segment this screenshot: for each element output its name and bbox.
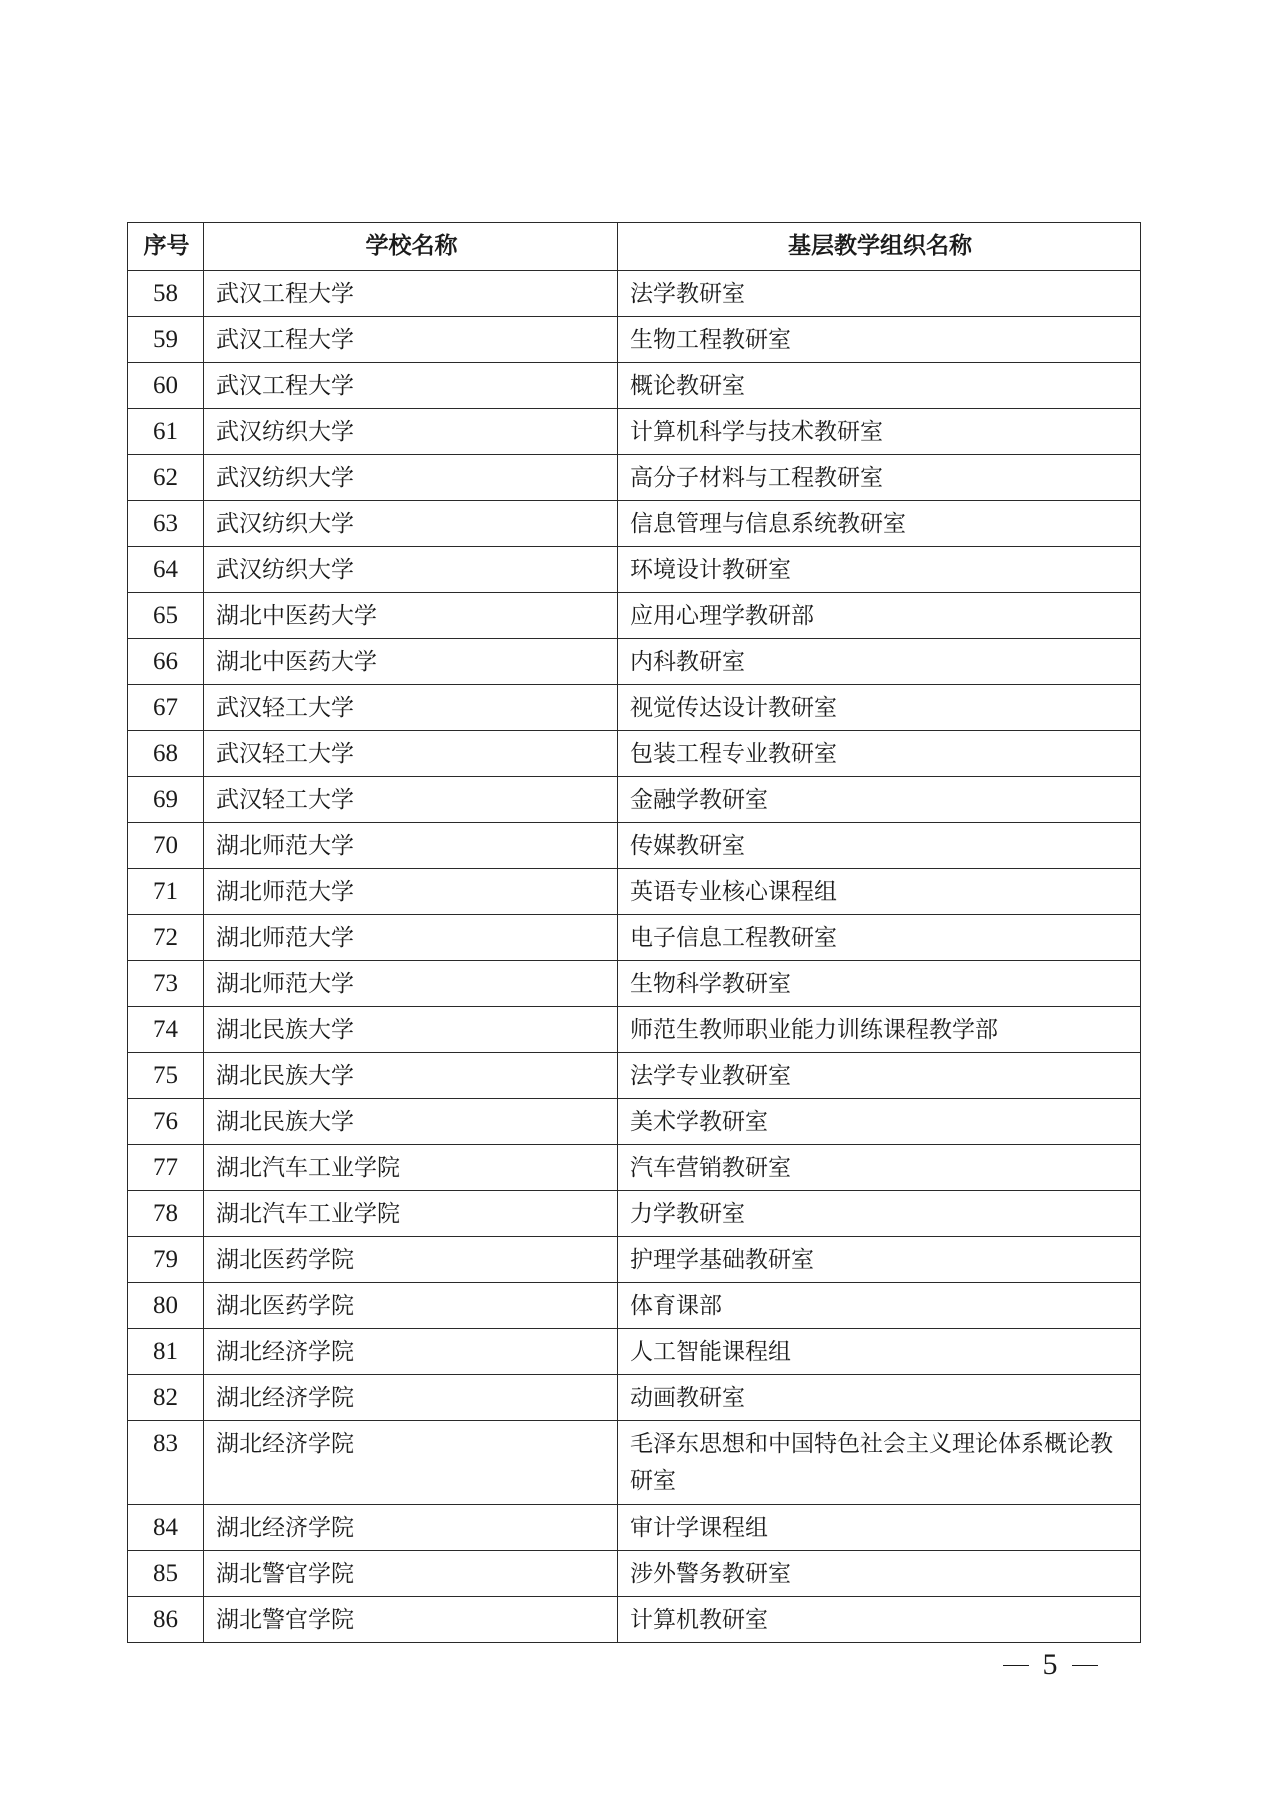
table-row xyxy=(128,685,1141,731)
table-body xyxy=(128,271,1141,1643)
serial-number-cell: 83 xyxy=(128,1421,204,1505)
serial-number-cell: 82 xyxy=(128,1375,204,1421)
table-row xyxy=(128,409,1141,455)
org-name-cell: 内科教研室 xyxy=(618,639,1141,685)
org-name-cell: 护理学基础教研室 xyxy=(618,1237,1141,1283)
table-row xyxy=(128,317,1141,363)
table-row xyxy=(128,1597,1141,1643)
org-name-cell: 高分子材料与工程教研室 xyxy=(618,455,1141,501)
school-name-cell: 湖北经济学院 xyxy=(204,1505,618,1551)
serial-number-cell: 62 xyxy=(128,455,204,501)
school-name-cell: 湖北中医药大学 xyxy=(204,639,618,685)
serial-number-cell: 74 xyxy=(128,1007,204,1053)
table-row xyxy=(128,593,1141,639)
table-row xyxy=(128,1237,1141,1283)
serial-number-cell: 68 xyxy=(128,731,204,777)
org-name-cell: 力学教研室 xyxy=(618,1191,1141,1237)
table-row xyxy=(128,1145,1141,1191)
table-row xyxy=(128,731,1141,777)
table-row xyxy=(128,455,1141,501)
school-name-cell: 武汉纺织大学 xyxy=(204,547,618,593)
table-header-row xyxy=(128,223,1141,271)
school-name-cell: 武汉纺织大学 xyxy=(204,501,618,547)
org-name-cell: 生物科学教研室 xyxy=(618,961,1141,1007)
school-name-cell: 湖北民族大学 xyxy=(204,1053,618,1099)
org-name-cell: 环境设计教研室 xyxy=(618,547,1141,593)
school-name-cell: 湖北警官学院 xyxy=(204,1551,618,1597)
school-name-cell: 湖北师范大学 xyxy=(204,915,618,961)
org-name-cell: 生物工程教研室 xyxy=(618,317,1141,363)
school-name-cell: 武汉纺织大学 xyxy=(204,409,618,455)
page-number: 5 xyxy=(1042,1648,1058,1681)
serial-number-cell: 78 xyxy=(128,1191,204,1237)
school-org-table xyxy=(127,222,1141,1643)
page-number-dash-right xyxy=(1072,1665,1098,1666)
serial-number-cell: 76 xyxy=(128,1099,204,1145)
org-name-cell: 金融学教研室 xyxy=(618,777,1141,823)
serial-number-cell: 85 xyxy=(128,1551,204,1597)
serial-number-cell: 64 xyxy=(128,547,204,593)
school-name-cell: 湖北经济学院 xyxy=(204,1375,618,1421)
org-name-cell: 人工智能课程组 xyxy=(618,1329,1141,1375)
serial-number-cell: 86 xyxy=(128,1597,204,1643)
school-name-cell: 湖北医药学院 xyxy=(204,1283,618,1329)
table-row xyxy=(128,547,1141,593)
school-name-cell: 湖北汽车工业学院 xyxy=(204,1191,618,1237)
school-name-cell: 武汉轻工大学 xyxy=(204,777,618,823)
org-name-cell: 法学教研室 xyxy=(618,271,1141,317)
table-row xyxy=(128,1283,1141,1329)
serial-number-cell: 81 xyxy=(128,1329,204,1375)
school-name-cell: 湖北汽车工业学院 xyxy=(204,1145,618,1191)
org-name-cell: 法学专业教研室 xyxy=(618,1053,1141,1099)
org-name-cell: 信息管理与信息系统教研室 xyxy=(618,501,1141,547)
table-row xyxy=(128,501,1141,547)
serial-number-cell: 59 xyxy=(128,317,204,363)
page-number-dash-left xyxy=(1003,1665,1029,1666)
org-name-cell: 视觉传达设计教研室 xyxy=(618,685,1141,731)
serial-number-cell: 63 xyxy=(128,501,204,547)
header-school-name: 学校名称 xyxy=(204,223,618,271)
table-row xyxy=(128,869,1141,915)
school-name-cell: 湖北师范大学 xyxy=(204,961,618,1007)
serial-number-cell: 58 xyxy=(128,271,204,317)
serial-number-cell: 71 xyxy=(128,869,204,915)
header-org-name: 基层教学组织名称 xyxy=(618,223,1141,271)
serial-number-cell: 80 xyxy=(128,1283,204,1329)
serial-number-cell: 79 xyxy=(128,1237,204,1283)
table-row xyxy=(128,1053,1141,1099)
school-name-cell: 湖北警官学院 xyxy=(204,1597,618,1643)
serial-number-cell: 70 xyxy=(128,823,204,869)
serial-number-cell: 61 xyxy=(128,409,204,455)
school-name-cell: 湖北经济学院 xyxy=(204,1329,618,1375)
table-row xyxy=(128,777,1141,823)
school-name-cell: 武汉纺织大学 xyxy=(204,455,618,501)
org-name-cell: 计算机科学与技术教研室 xyxy=(618,409,1141,455)
org-name-cell: 电子信息工程教研室 xyxy=(618,915,1141,961)
school-name-cell: 湖北中医药大学 xyxy=(204,593,618,639)
org-name-cell: 汽车营销教研室 xyxy=(618,1145,1141,1191)
school-name-cell: 武汉轻工大学 xyxy=(204,731,618,777)
org-name-cell: 概论教研室 xyxy=(618,363,1141,409)
org-name-cell: 应用心理学教研部 xyxy=(618,593,1141,639)
table-row xyxy=(128,1375,1141,1421)
table-row xyxy=(128,823,1141,869)
school-name-cell: 武汉工程大学 xyxy=(204,317,618,363)
school-name-cell: 湖北民族大学 xyxy=(204,1099,618,1145)
table-row xyxy=(128,1551,1141,1597)
org-name-cell: 审计学课程组 xyxy=(618,1505,1141,1551)
org-name-cell: 美术学教研室 xyxy=(618,1099,1141,1145)
school-name-cell: 湖北医药学院 xyxy=(204,1237,618,1283)
table-row xyxy=(128,915,1141,961)
table-row xyxy=(128,961,1141,1007)
org-name-cell: 传媒教研室 xyxy=(618,823,1141,869)
org-name-cell: 体育课部 xyxy=(618,1283,1141,1329)
org-name-cell: 师范生教师职业能力训练课程教学部 xyxy=(618,1007,1141,1053)
org-name-cell: 动画教研室 xyxy=(618,1375,1141,1421)
serial-number-cell: 84 xyxy=(128,1505,204,1551)
school-name-cell: 湖北经济学院 xyxy=(204,1421,618,1505)
header-serial-number: 序号 xyxy=(128,223,204,271)
school-name-cell: 湖北师范大学 xyxy=(204,823,618,869)
school-name-cell: 武汉轻工大学 xyxy=(204,685,618,731)
table-row xyxy=(128,1007,1141,1053)
table-row xyxy=(128,271,1141,317)
serial-number-cell: 69 xyxy=(128,777,204,823)
serial-number-cell: 73 xyxy=(128,961,204,1007)
serial-number-cell: 60 xyxy=(128,363,204,409)
page-footer xyxy=(990,1645,1110,1685)
table-row xyxy=(128,1421,1141,1505)
school-name-cell: 湖北民族大学 xyxy=(204,1007,618,1053)
school-name-cell: 武汉工程大学 xyxy=(204,271,618,317)
org-name-cell: 包装工程专业教研室 xyxy=(618,731,1141,777)
table-row xyxy=(128,1329,1141,1375)
serial-number-cell: 75 xyxy=(128,1053,204,1099)
table-row xyxy=(128,363,1141,409)
org-name-cell: 计算机教研室 xyxy=(618,1597,1141,1643)
serial-number-cell: 66 xyxy=(128,639,204,685)
table-row xyxy=(128,1099,1141,1145)
serial-number-cell: 65 xyxy=(128,593,204,639)
org-name-cell: 毛泽东思想和中国特色社会主义理论体系概论教研室 xyxy=(618,1421,1141,1505)
org-name-cell: 英语专业核心课程组 xyxy=(618,869,1141,915)
table-row xyxy=(128,1505,1141,1551)
org-name-cell: 涉外警务教研室 xyxy=(618,1551,1141,1597)
school-name-cell: 湖北师范大学 xyxy=(204,869,618,915)
table-row xyxy=(128,1191,1141,1237)
serial-number-cell: 72 xyxy=(128,915,204,961)
school-name-cell: 武汉工程大学 xyxy=(204,363,618,409)
table-row xyxy=(128,639,1141,685)
serial-number-cell: 67 xyxy=(128,685,204,731)
serial-number-cell: 77 xyxy=(128,1145,204,1191)
